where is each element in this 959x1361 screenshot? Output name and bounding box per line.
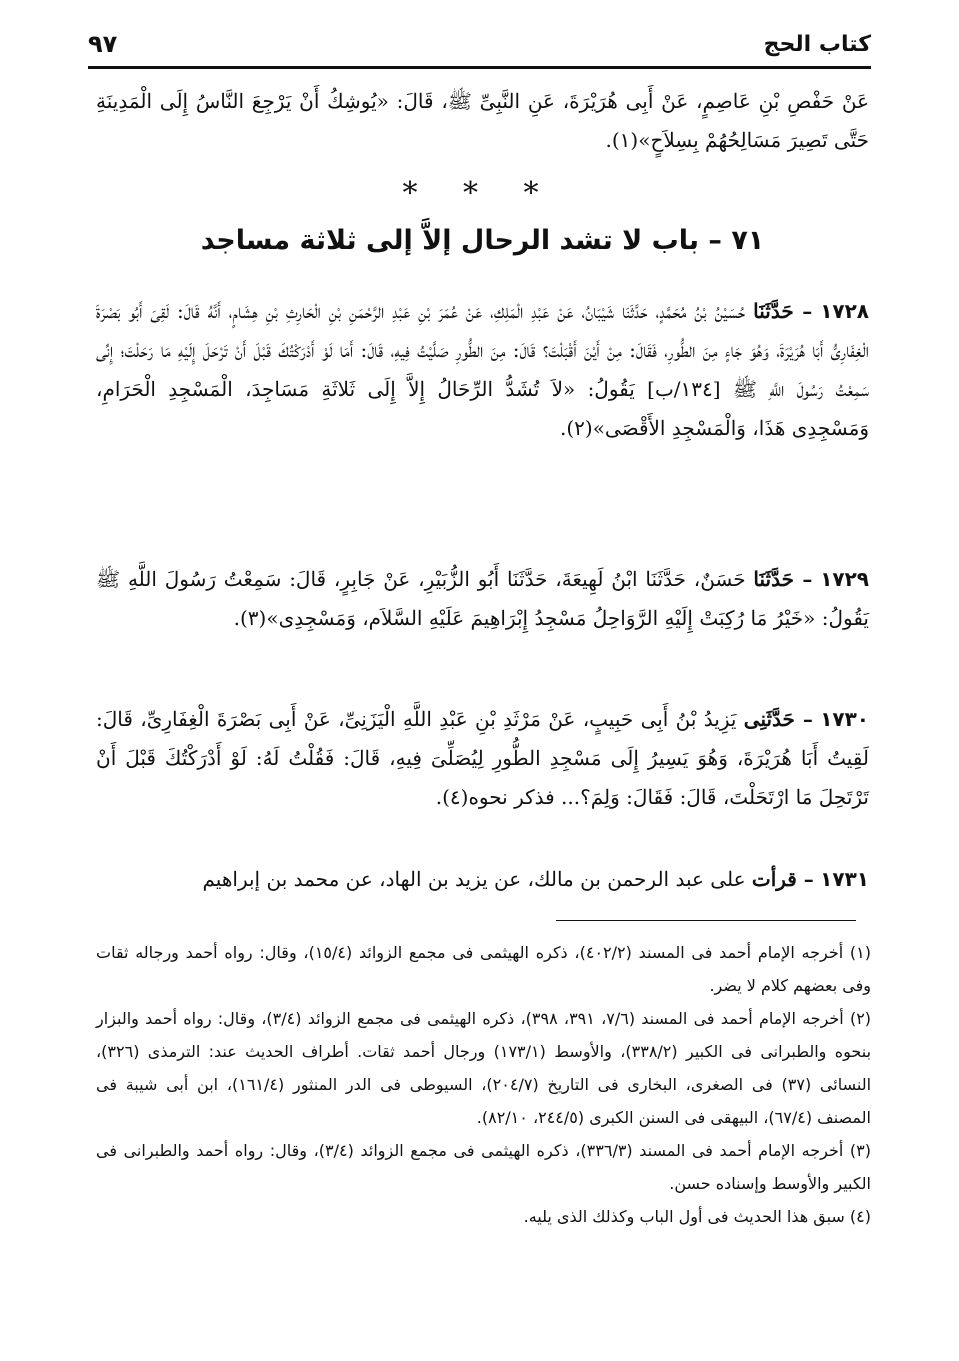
hadith-1729: ١٧٢٩ – حَدَّثَنَا حَسَنٌ، حَدَّثَنَا ابْنُ لَهِيعَةَ، حَدَّثَنَا أَبُو الزُّبَيْرِ، عَنْ جَابِرٍ، قَالَ: سَمِعْتُ رَسُولَ اللَّهِ ﷺ يَقُولُ: «خَيْرُ مَا رُكِبَتْ إِلَيْهِ الرَّوَاحِلُ مَسْجِدُ إِبْرَاهِيمَ عَلَيْهِ السَّلاَم، وَمَسْجِدِى»(٣). bbox=[96, 567, 870, 630]
footnote-4: (٤) سبق هذا الحديث فى أول الباب وكذلك الذى يليه. bbox=[523, 1207, 871, 1226]
hadith-number: ١٧٢٨ bbox=[820, 299, 870, 323]
narration-word: حَدَّثَنِى bbox=[743, 707, 795, 731]
continued-hadith: عَنْ حَفْصِ بْنِ عَاصِمٍ، عَنْ أَبِى هُرَيْرَةَ، عَنِ النَّبِىِّ ﷺ، قَالَ: «يُوشِكُ أَنْ يَرْجِعَ النَّاسُ إِلَى الْمَدِينَةِ حَتَّى تَصِيرَ مَسَالِحُهُمْ بِسِلاَحٍ»(١). bbox=[96, 89, 869, 152]
footnote-1: (١) أخرجه الإمام أحمد فى المسند (٤٠٢/٢)، ذكره الهيثمى فى مجمع الزوائد (١٥/٤)، وقال: رواه أحمد ورجاله ثقات وفى بعضهم كلام لا يضر. bbox=[96, 943, 872, 995]
hadith-text: يَزِيدُ بْنُ أَبِى حَبِيبٍ، عَنْ مَرْثَدِ بْنِ عَبْدِ اللَّهِ الْيَزَنِىِّ، عَنْ أَبِى بَصْرَةَ الْغِفَارِىِّ، قَالَ: لَقِيتُ أَبَا هُرَيْرَةَ، وَهُوَ يَسِيرُ إِلَى مَسْجِدِ الطُّورِ لِيُصَلِّىَ فِيهِ، قَالَ: فَقُلْتُ لَهُ: لَوْ أَدْرَكْتُكَ قَبْلَ أَنْ تَرْتَحِلَ مَا ارْتَحَلْتَ، قَالَ: فَقَالَ: وَلِمَ؟... فذكر نحوه(٤). bbox=[96, 707, 869, 809]
hadith-text: على عبد الرحمن بن مالك، عن يزيد بن الهاد، عن محمد بن إبراهيم bbox=[202, 867, 746, 891]
narration-word: قرأت bbox=[751, 867, 797, 891]
hadith-1731: ١٧٣١ – قرأت على عبد الرحمن بن مالك، عن يزيد بن الهاد، عن محمد بن إبراهيم bbox=[202, 867, 869, 891]
hadith-number: ١٧٣١ bbox=[820, 867, 869, 891]
chapter-title: ٧١ – باب لا تشد الرحال إلاَّ إلى ثلاثة مساجد bbox=[200, 225, 765, 256]
page-number: ٩٧ bbox=[88, 30, 118, 58]
hadith-text: حُسَيْنُ بْنُ مُحَمَّدٍ، حَدَّثَنَا شَيْبَانُ، عَنْ عَبْدِ الْمَلِكِ، عَنْ عُمَرَ بْنِ عَبْدِ الرَّحْمَنِ بْنِ الْحَارِثِ بْنِ هِشَامٍ، أَنَّهُ قَالَ: لَقِىَ أَبُو بَصْرَةَ الْغِفَارِىُّ أَبَا هُرَيْرَةَ، وَهُوَ جَاءٍ مِنَ الطُّورِ، فَقَالَ: مِنْ أَيْنَ أَقْبَلْتَ؟ قَالَ: مِنَ الطُّورِ صَلَّيْتُ فِيهِ، قَالَ: أَمَا لَوْ أَدْرَكْتُكَ قَبْلَ أَنْ تَرْحَلَ إِلَيْهِ مَا رَحَلْتَ؛ إِنِّى سَمِعْتُ رَسُولَ اللَّهِ ﷺ [١٣٤/ب] يَقُولُ: «لاَ تُشَدُّ الرِّحَالُ إِلاَّ إِلَى ثَلاثَةِ مَسَاجِدَ، الْمَسْجِدِ الْحَرَامِ، وَمَسْجِدِى هَذَا، وَالْمَسْجِدِ الأَقْصَى»(٢). bbox=[96, 299, 869, 440]
narration-word: حَدَّثَنَا bbox=[753, 299, 794, 323]
section-separator: * * * bbox=[402, 176, 557, 211]
page-header bbox=[88, 28, 871, 68]
hadith-1728: ١٧٢٨ – حَدَّثَنَا حُسَيْنُ بْنُ مُحَمَّدٍ، حَدَّثَنَا شَيْبَانُ، عَنْ عَبْدِ الْمَلِكِ، عَنْ عُمَرَ بْنِ عَبْدِ الرَّحْمَنِ بْنِ الْحَارِثِ بْنِ هِشَامٍ، أَنَّهُ قَالَ: لَقِىَ أَبُو بَصْرَةَ الْغِفَارِىُّ أَبَا هُرَيْرَةَ، وَهُوَ جَاءٍ مِنَ الطُّورِ، فَقَالَ: مِنْ أَيْنَ أَقْبَلْتَ؟ قَالَ: مِنَ الطُّورِ صَلَّيْتُ فِيهِ، قَالَ: أَمَا لَوْ أَدْرَكْتُكَ قَبْلَ أَنْ تَرْحَلَ إِلَيْهِ مَا رَحَلْتَ؛ إِنِّى سَمِعْتُ رَسُولَ اللَّهِ ﷺ [١٣٤/ب] يَقُولُ: «لاَ تُشَدُّ الرِّحَالُ إِلاَّ إِلَى ثَلاثَةِ مَسَاجِدَ، الْمَسْجِدِ الْحَرَامِ، وَمَسْجِدِى هَذَا، وَالْمَسْجِدِ الأَقْصَى»(٢). bbox=[96, 299, 870, 440]
footnote-2: (٢) أخرجه الإمام أحمد فى المسند (٧/٦، ٣٩١، ٣٩٨)، ذكره الهيثمى فى مجمع الزوائد (٣/٤)، وقال: رواه أحمد والبزار بنحوه والطبرانى فى الكبير (٣٣٨/٢)، والأوسط (١٧٣/١) ورجال أحمد ثقات. أطراف الحديث عند: الترمذى (٣٢٦)، النسائى (٣٧) فى الصغرى، البخارى فى التاريخ (٢٠٤/٧)، السيوطى فى الدر المنثور (١٦١/٤)، ابن أبى شيبة فى المصنف (٦٧/٤)، البيهقى فى السنن الكبرى (٢٤٤/٥، ٨٢/١٠). bbox=[96, 1009, 872, 1127]
hadith-1730: ١٧٣٠ – حَدَّثَنِى يَزِيدُ بْنُ أَبِى حَبِيبٍ، عَنْ مَرْثَدِ بْنِ عَبْدِ اللَّهِ الْيَزَنِىِّ، عَنْ أَبِى بَصْرَةَ الْغِفَارِىِّ، قَالَ: لَقِيتُ أَبَا هُرَيْرَةَ، وَهُوَ يَسِيرُ إِلَى مَسْجِدِ الطُّورِ لِيُصَلِّىَ فِيهِ، قَالَ: فَقُلْتُ لَهُ: لَوْ أَدْرَكْتُكَ قَبْلَ أَنْ تَرْتَحِلَ مَا ارْتَحَلْتَ، قَالَ: فَقَالَ: وَلِمَ؟... فذكر نحوه(٤). bbox=[96, 707, 870, 809]
hadith-number: ١٧٢٩ bbox=[820, 567, 870, 591]
book-title: كتاب الحج bbox=[763, 32, 871, 57]
footnote-separator bbox=[556, 920, 856, 921]
narration-word: حَدَّثَنَا bbox=[753, 567, 794, 591]
footnotes bbox=[96, 936, 871, 1233]
header-rule bbox=[88, 66, 871, 69]
hadith-text: حَسَنٌ، حَدَّثَنَا ابْنُ لَهِيعَةَ، حَدَّثَنَا أَبُو الزُّبَيْرِ، عَنْ جَابِرٍ، قَالَ: سَمِعْتُ رَسُولَ اللَّهِ ﷺ يَقُولُ: «خَيْرُ مَا رُكِبَتْ إِلَيْهِ الرَّوَاحِلُ مَسْجِدُ إِبْرَاهِيمَ عَلَيْهِ السَّلاَم، وَمَسْجِدِى»(٣). bbox=[96, 567, 869, 630]
footnote-3: (٣) أخرجه الإمام أحمد فى المسند (٣٣٦/٣)، ذكره الهيثمى فى مجمع الزوائد (٣/٤)، وقال: رواه أحمد والطبرانى فى الكبير والأوسط وإسناده حسن. bbox=[96, 1141, 872, 1193]
hadith-number: ١٧٣٠ bbox=[820, 707, 870, 731]
